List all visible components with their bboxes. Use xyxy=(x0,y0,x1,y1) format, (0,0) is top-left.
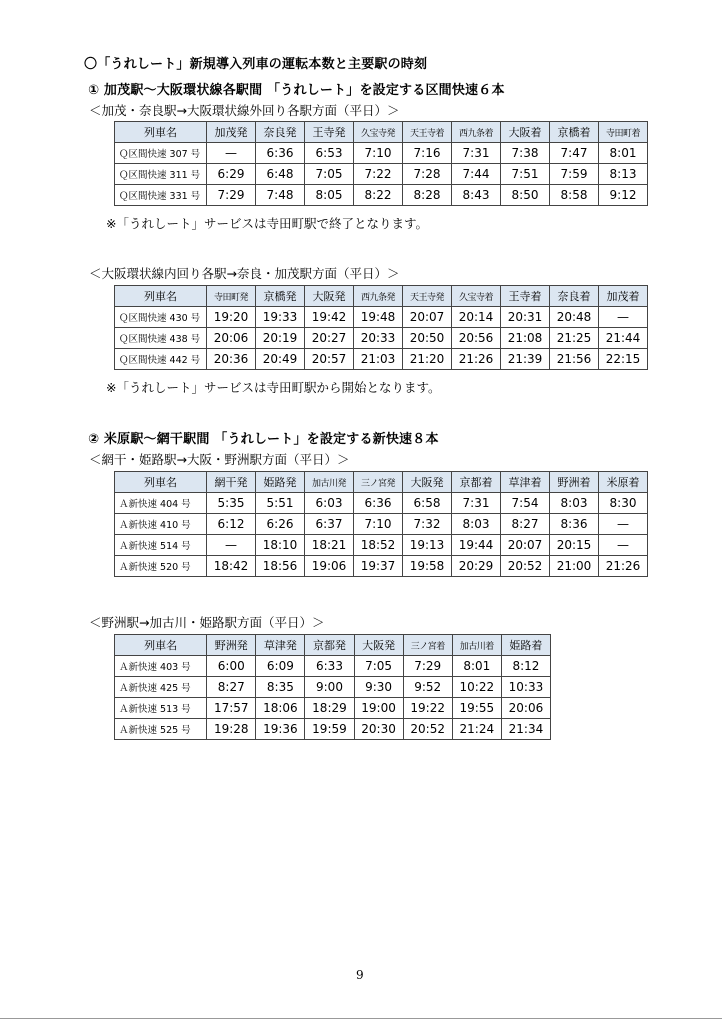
time-cell: 8:03 xyxy=(452,514,501,535)
time-cell: 6:26 xyxy=(256,514,305,535)
time-cell: 8:36 xyxy=(550,514,599,535)
column-header-station: 三ノ宮着 xyxy=(403,635,452,656)
time-cell: 7:05 xyxy=(354,656,403,677)
column-header-station: 大阪発 xyxy=(354,635,403,656)
column-header-station: 王寺着 xyxy=(501,286,550,307)
time-cell: 17:57 xyxy=(207,698,256,719)
time-cell: 6:12 xyxy=(207,514,256,535)
time-cell: 20:36 xyxy=(207,349,256,370)
table-b-caption: ＜大阪環状線内回り各駅→奈良・加茂駅方面（平日）＞ xyxy=(89,266,400,281)
time-cell: 6:03 xyxy=(305,493,354,514)
time-cell: 7:10 xyxy=(354,514,403,535)
time-cell: 8:35 xyxy=(256,677,305,698)
time-cell: 19:44 xyxy=(452,535,501,556)
time-cell: 7:48 xyxy=(256,185,305,206)
column-header-station: 久宝寺発 xyxy=(354,122,403,143)
column-header-train-name: 列車名 xyxy=(115,122,207,143)
time-cell: 5:35 xyxy=(207,493,256,514)
time-cell: 21:39 xyxy=(501,349,550,370)
train-name-cell: Ａ新快速 425 号 xyxy=(115,677,207,698)
time-cell: 21:24 xyxy=(452,719,501,740)
time-cell: 8:13 xyxy=(599,164,648,185)
time-cell: 8:01 xyxy=(599,143,648,164)
time-cell: 20:06 xyxy=(207,328,256,349)
time-cell: 7:51 xyxy=(501,164,550,185)
table-row xyxy=(115,493,648,514)
time-cell: 7:59 xyxy=(550,164,599,185)
time-cell: 7:31 xyxy=(452,493,501,514)
time-cell: 6:53 xyxy=(305,143,354,164)
time-cell: 18:06 xyxy=(256,698,305,719)
time-cell: 20:50 xyxy=(403,328,452,349)
time-cell: 21:25 xyxy=(550,328,599,349)
table-row xyxy=(115,719,551,740)
time-cell: 6:37 xyxy=(305,514,354,535)
table-header-row xyxy=(115,286,648,307)
time-cell: 21:08 xyxy=(501,328,550,349)
time-cell: 7:47 xyxy=(550,143,599,164)
section1-heading: ① 加茂駅～大阪環状線各駅間 「うれしート」を設定する区間快速６本 xyxy=(88,83,505,98)
time-cell: — xyxy=(599,307,648,328)
time-cell: 8:27 xyxy=(207,677,256,698)
time-cell: 21:34 xyxy=(501,719,550,740)
section2-heading: ② 米原駅～網干駅間 「うれしート」を設定する新快速８本 xyxy=(88,432,439,447)
train-name-cell: Ｑ区間快速 430 号 xyxy=(115,307,207,328)
time-cell: 19:28 xyxy=(207,719,256,740)
time-cell: 7:28 xyxy=(403,164,452,185)
column-header-station: 西九条発 xyxy=(354,286,403,307)
time-cell: 20:56 xyxy=(452,328,501,349)
table-row xyxy=(115,349,648,370)
time-cell: 6:48 xyxy=(256,164,305,185)
time-cell: 18:21 xyxy=(305,535,354,556)
table-header-row xyxy=(115,122,648,143)
time-cell: 19:06 xyxy=(305,556,354,577)
column-header-station: 網干発 xyxy=(207,472,256,493)
table-row xyxy=(115,556,648,577)
time-cell: — xyxy=(599,535,648,556)
time-cell: 6:09 xyxy=(256,656,305,677)
column-header-station: 野洲着 xyxy=(550,472,599,493)
column-header-station: 天王寺発 xyxy=(403,286,452,307)
time-cell: 20:30 xyxy=(354,719,403,740)
time-cell: 20:27 xyxy=(305,328,354,349)
time-cell: 8:58 xyxy=(550,185,599,206)
column-header-train-name: 列車名 xyxy=(115,635,207,656)
column-header-station: 草津発 xyxy=(256,635,305,656)
time-cell: 21:00 xyxy=(550,556,599,577)
timetable-d xyxy=(114,634,551,740)
column-header-station: 加古川着 xyxy=(452,635,501,656)
train-name-cell: Ａ新快速 525 号 xyxy=(115,719,207,740)
time-cell: 18:29 xyxy=(305,698,354,719)
time-cell: — xyxy=(207,535,256,556)
column-header-station: 大阪発 xyxy=(305,286,354,307)
column-header-station: 大阪着 xyxy=(501,122,550,143)
time-cell: 7:22 xyxy=(354,164,403,185)
timetable-a xyxy=(114,121,648,206)
time-cell: 20:15 xyxy=(550,535,599,556)
train-name-cell: Ａ新快速 404 号 xyxy=(115,493,207,514)
train-name-cell: Ａ新快速 520 号 xyxy=(115,556,207,577)
table-c-caption: ＜網干・姫路駅→大阪・野洲駅方面（平日）＞ xyxy=(89,452,350,467)
time-cell: 21:56 xyxy=(550,349,599,370)
time-cell: 20:07 xyxy=(501,535,550,556)
time-cell: 19:58 xyxy=(403,556,452,577)
time-cell: 6:36 xyxy=(256,143,305,164)
time-cell: 8:30 xyxy=(599,493,648,514)
column-header-station: 京橋着 xyxy=(550,122,599,143)
column-header-station: 京橋発 xyxy=(256,286,305,307)
table-header-row xyxy=(115,635,551,656)
time-cell: 7:32 xyxy=(403,514,452,535)
time-cell: 10:33 xyxy=(501,677,550,698)
main-title: 〇「うれしート」新規導入列車の運転本数と主要駅の時刻 xyxy=(84,57,428,72)
time-cell: 9:52 xyxy=(403,677,452,698)
time-cell: 6:33 xyxy=(305,656,354,677)
time-cell: 9:00 xyxy=(305,677,354,698)
train-name-cell: Ｑ区間快速 331 号 xyxy=(115,185,207,206)
column-header-station: 京都発 xyxy=(305,635,354,656)
train-name-cell: Ｑ区間快速 442 号 xyxy=(115,349,207,370)
time-cell: 8:01 xyxy=(452,656,501,677)
time-cell: 19:42 xyxy=(305,307,354,328)
table-a-note: ※「うれしート」サービスは寺田町駅で終了となります。 xyxy=(106,216,428,231)
time-cell: 20:49 xyxy=(256,349,305,370)
bottom-rule xyxy=(0,1018,722,1019)
time-cell: 20:52 xyxy=(403,719,452,740)
table-row xyxy=(115,656,551,677)
column-header-station: 大阪発 xyxy=(403,472,452,493)
column-header-station: 米原着 xyxy=(599,472,648,493)
time-cell: 20:29 xyxy=(452,556,501,577)
time-cell: 20:33 xyxy=(354,328,403,349)
table-row xyxy=(115,677,551,698)
time-cell: 7:44 xyxy=(452,164,501,185)
time-cell: 20:31 xyxy=(501,307,550,328)
column-header-station: 野洲発 xyxy=(207,635,256,656)
time-cell: 10:22 xyxy=(452,677,501,698)
table-row xyxy=(115,328,648,349)
column-header-station: 寺田町発 xyxy=(207,286,256,307)
column-header-station: 西九条着 xyxy=(452,122,501,143)
time-cell: 20:57 xyxy=(305,349,354,370)
time-cell: 5:51 xyxy=(256,493,305,514)
column-header-station: 京都着 xyxy=(452,472,501,493)
time-cell: 8:03 xyxy=(550,493,599,514)
column-header-station: 三ノ宮発 xyxy=(354,472,403,493)
time-cell: 19:00 xyxy=(354,698,403,719)
column-header-station: 久宝寺着 xyxy=(452,286,501,307)
column-header-station: 寺田町着 xyxy=(599,122,648,143)
time-cell: 20:14 xyxy=(452,307,501,328)
time-cell: 7:29 xyxy=(207,185,256,206)
train-name-cell: Ｑ区間快速 311 号 xyxy=(115,164,207,185)
time-cell: 19:33 xyxy=(256,307,305,328)
time-cell: 19:48 xyxy=(354,307,403,328)
time-cell: 8:22 xyxy=(354,185,403,206)
time-cell: 19:36 xyxy=(256,719,305,740)
time-cell: 20:19 xyxy=(256,328,305,349)
time-cell: 7:31 xyxy=(452,143,501,164)
train-name-cell: Ａ新快速 410 号 xyxy=(115,514,207,535)
train-name-cell: Ａ新快速 513 号 xyxy=(115,698,207,719)
time-cell: — xyxy=(599,514,648,535)
column-header-station: 加茂発 xyxy=(207,122,256,143)
table-d-caption: ＜野洲駅→加古川・姫路駅方面（平日）＞ xyxy=(89,615,325,630)
time-cell: 9:12 xyxy=(599,185,648,206)
table-b-note: ※「うれしート」サービスは寺田町駅から開始となります。 xyxy=(106,380,441,395)
time-cell: 7:54 xyxy=(501,493,550,514)
time-cell: 18:42 xyxy=(207,556,256,577)
time-cell: 6:29 xyxy=(207,164,256,185)
time-cell: 19:37 xyxy=(354,556,403,577)
column-header-station: 王寺発 xyxy=(305,122,354,143)
time-cell: 6:58 xyxy=(403,493,452,514)
column-header-station: 奈良発 xyxy=(256,122,305,143)
time-cell: 21:26 xyxy=(452,349,501,370)
column-header-train-name: 列車名 xyxy=(115,286,207,307)
column-header-station: 姫路着 xyxy=(501,635,550,656)
time-cell: 19:13 xyxy=(403,535,452,556)
time-cell: 8:05 xyxy=(305,185,354,206)
table-row xyxy=(115,698,551,719)
time-cell: 18:56 xyxy=(256,556,305,577)
time-cell: 8:27 xyxy=(501,514,550,535)
table-header-row xyxy=(115,472,648,493)
time-cell: 8:28 xyxy=(403,185,452,206)
time-cell: 7:16 xyxy=(403,143,452,164)
time-cell: 20:48 xyxy=(550,307,599,328)
time-cell: 21:20 xyxy=(403,349,452,370)
column-header-station: 加古川発 xyxy=(305,472,354,493)
train-name-cell: Ｑ区間快速 438 号 xyxy=(115,328,207,349)
time-cell: 7:10 xyxy=(354,143,403,164)
time-cell: 19:55 xyxy=(452,698,501,719)
time-cell: 18:10 xyxy=(256,535,305,556)
page-number: 9 xyxy=(356,968,364,982)
time-cell: 19:59 xyxy=(305,719,354,740)
column-header-station: 姫路発 xyxy=(256,472,305,493)
time-cell: 6:00 xyxy=(207,656,256,677)
time-cell: 20:52 xyxy=(501,556,550,577)
table-row xyxy=(115,307,648,328)
time-cell: 19:22 xyxy=(403,698,452,719)
time-cell: 7:38 xyxy=(501,143,550,164)
table-row xyxy=(115,535,648,556)
train-name-cell: Ａ新快速 403 号 xyxy=(115,656,207,677)
column-header-station: 草津着 xyxy=(501,472,550,493)
time-cell: 20:07 xyxy=(403,307,452,328)
time-cell: 7:29 xyxy=(403,656,452,677)
column-header-train-name: 列車名 xyxy=(115,472,207,493)
time-cell: 9:30 xyxy=(354,677,403,698)
column-header-station: 奈良着 xyxy=(550,286,599,307)
timetable-b xyxy=(114,285,648,370)
time-cell: 21:44 xyxy=(599,328,648,349)
timetable-c xyxy=(114,471,648,577)
train-name-cell: Ｑ区間快速 307 号 xyxy=(115,143,207,164)
column-header-station: 加茂着 xyxy=(599,286,648,307)
time-cell: — xyxy=(207,143,256,164)
table-row xyxy=(115,164,648,185)
time-cell: 19:20 xyxy=(207,307,256,328)
train-name-cell: Ａ新快速 514 号 xyxy=(115,535,207,556)
time-cell: 6:36 xyxy=(354,493,403,514)
time-cell: 21:03 xyxy=(354,349,403,370)
column-header-station: 天王寺着 xyxy=(403,122,452,143)
table-row xyxy=(115,514,648,535)
time-cell: 8:43 xyxy=(452,185,501,206)
time-cell: 8:12 xyxy=(501,656,550,677)
table-row xyxy=(115,143,648,164)
time-cell: 21:26 xyxy=(599,556,648,577)
table-a-caption: ＜加茂・奈良駅→大阪環状線外回り各駅方面（平日）＞ xyxy=(89,103,400,118)
time-cell: 20:06 xyxy=(501,698,550,719)
time-cell: 22:15 xyxy=(599,349,648,370)
table-row xyxy=(115,185,648,206)
time-cell: 7:05 xyxy=(305,164,354,185)
time-cell: 8:50 xyxy=(501,185,550,206)
time-cell: 18:52 xyxy=(354,535,403,556)
